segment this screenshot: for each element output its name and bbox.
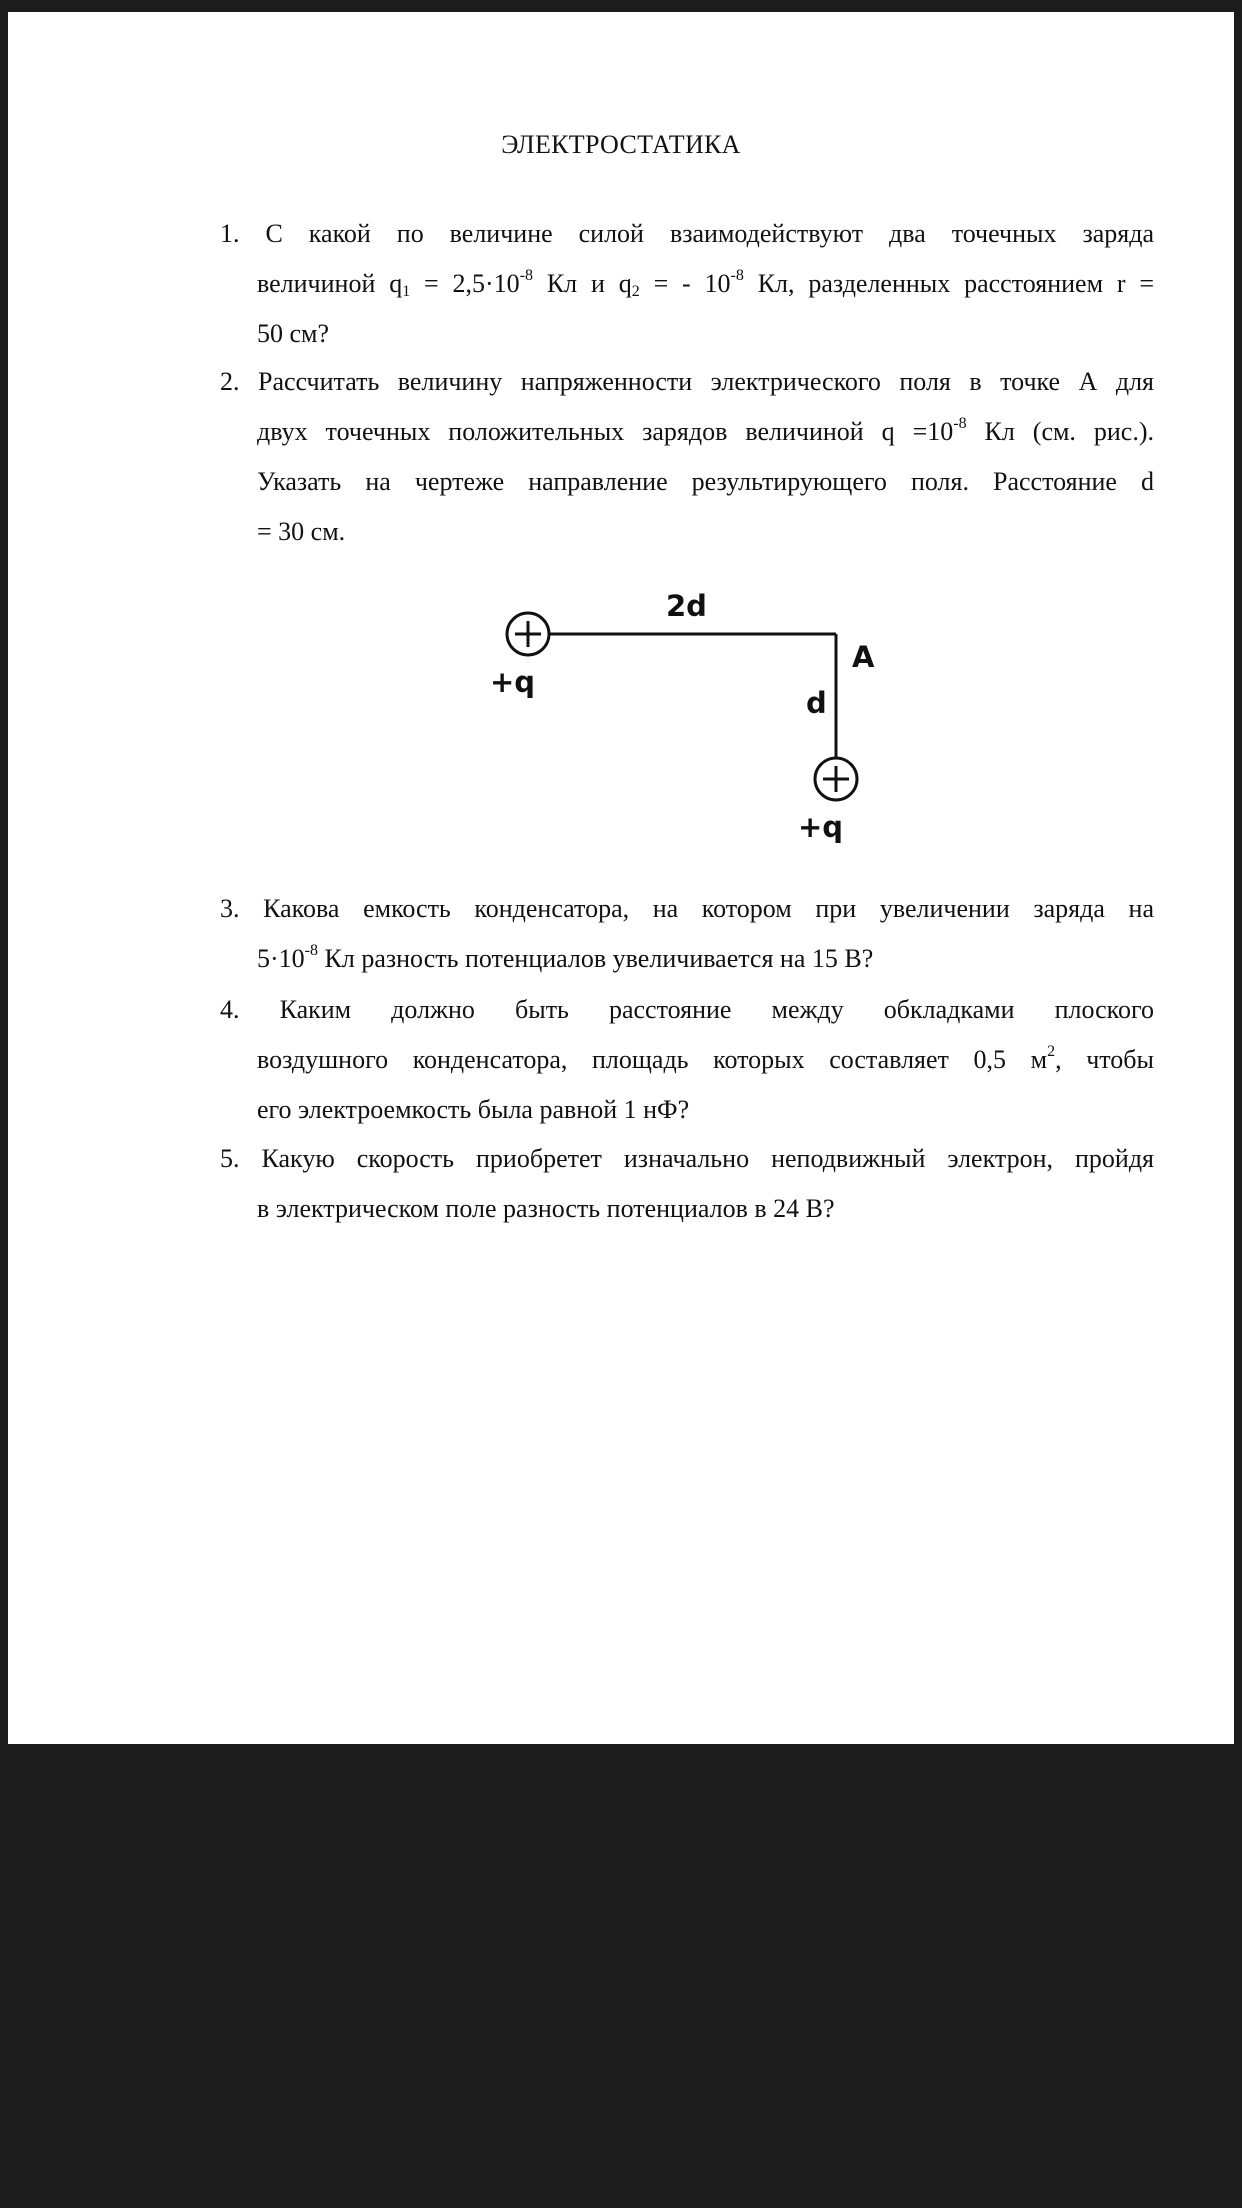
charge-left	[507, 613, 549, 655]
problem-2-text-3: Указать на чертеже направление результирующего поля. Расстояние d	[257, 467, 1154, 496]
label-charge-left: +q	[490, 665, 536, 699]
problem-2-line-1	[220, 357, 1154, 407]
problem-5-line-1	[220, 1134, 1154, 1184]
problem-1-text-2c: Кл и q	[533, 269, 632, 298]
problem-1-text-1: С какой по величине силой взаимодействуют два точечных заряда	[265, 219, 1154, 248]
problem-1-text-2e: Кл, разделенных расстоянием r =	[743, 269, 1154, 298]
problem-2-line-2	[220, 407, 1154, 457]
problem-2-text-4: = 30 см.	[257, 517, 346, 546]
problem-1	[220, 209, 1154, 359]
label-point-a: A	[852, 640, 875, 674]
problem-3-text-2a: 5·10	[257, 944, 305, 973]
problem-3-text-1: Какова емкость конденсатора, на котором при увеличении заряда на	[263, 894, 1154, 923]
problem-5	[220, 1134, 1154, 1234]
exponent: -8	[953, 415, 967, 432]
page-title: ЭЛЕКТРОСТАТИКА	[501, 130, 741, 159]
problem-1-number: 1.	[220, 219, 240, 248]
problem-4-text-1: Каким должно быть расстояние между обкладками плоского	[279, 995, 1154, 1024]
problem-5-number: 5.	[220, 1144, 240, 1173]
document-page	[8, 12, 1234, 1744]
problem-3-line-2	[220, 934, 1154, 984]
exponent: 2	[1047, 1043, 1056, 1060]
charge-bottom	[815, 758, 857, 800]
problem-2-line-4	[220, 507, 1154, 557]
problem-1-line-3	[220, 309, 1154, 359]
problem-4-line-2	[220, 1035, 1154, 1085]
problem-1-line-1	[220, 209, 1154, 259]
problem-2-text-1: Рассчитать величину напряженности электрического поля в точке А для	[258, 367, 1154, 396]
q1-subscript: 1	[402, 283, 411, 300]
problem-2-line-3	[220, 457, 1154, 507]
problem-3-line-1	[220, 884, 1154, 934]
problem-4-line-1	[220, 985, 1154, 1035]
problem-3	[220, 884, 1154, 984]
problem-1-text-2a: величиной q	[257, 269, 403, 298]
problem-3-number: 3.	[220, 894, 240, 923]
problem-1-line-2	[220, 259, 1154, 309]
problem-4-line-3	[220, 1085, 1154, 1135]
charges-diagram	[478, 572, 898, 862]
label-d: d	[806, 686, 827, 720]
problem-4	[220, 985, 1154, 1135]
problem-4-text-2a: воздушного конденсатора, площадь которых составляет 0,5 м	[257, 1045, 1048, 1074]
problem-4-text-3: его электроемкость была равной 1 нФ?	[257, 1095, 690, 1124]
problem-3-text-2b: Кл разность потенциалов увеличивается на 15 В?	[318, 944, 874, 973]
label-2d: 2d	[666, 589, 707, 623]
problem-2-text-2a: двух точечных положительных зарядов величиной q =10	[257, 417, 954, 446]
problem-4-text-2b: , чтобы	[1055, 1045, 1154, 1074]
problem-2-number: 2.	[220, 367, 240, 396]
problem-1-text-2b: = 2,5·10	[410, 269, 520, 298]
problem-5-text-2: в электрическом поле разность потенциалов в 24 В?	[257, 1194, 835, 1223]
q2-subscript: 2	[631, 283, 640, 300]
problem-2-text-2b: Кл (см. рис.).	[966, 417, 1154, 446]
exponent: -8	[304, 942, 318, 959]
problem-5-line-2	[220, 1184, 1154, 1234]
problem-1-text-3: 50 см?	[257, 319, 330, 348]
exponent-1: -8	[519, 267, 534, 284]
problem-2	[220, 357, 1154, 557]
exponent-2: -8	[730, 267, 744, 284]
label-charge-bottom: +q	[798, 810, 844, 844]
problem-1-text-2d: = - 10	[639, 269, 731, 298]
problem-5-text-1: Какую скорость приобретет изначально неподвижный электрон, пройдя	[261, 1144, 1155, 1173]
problem-4-number: 4.	[220, 995, 240, 1024]
